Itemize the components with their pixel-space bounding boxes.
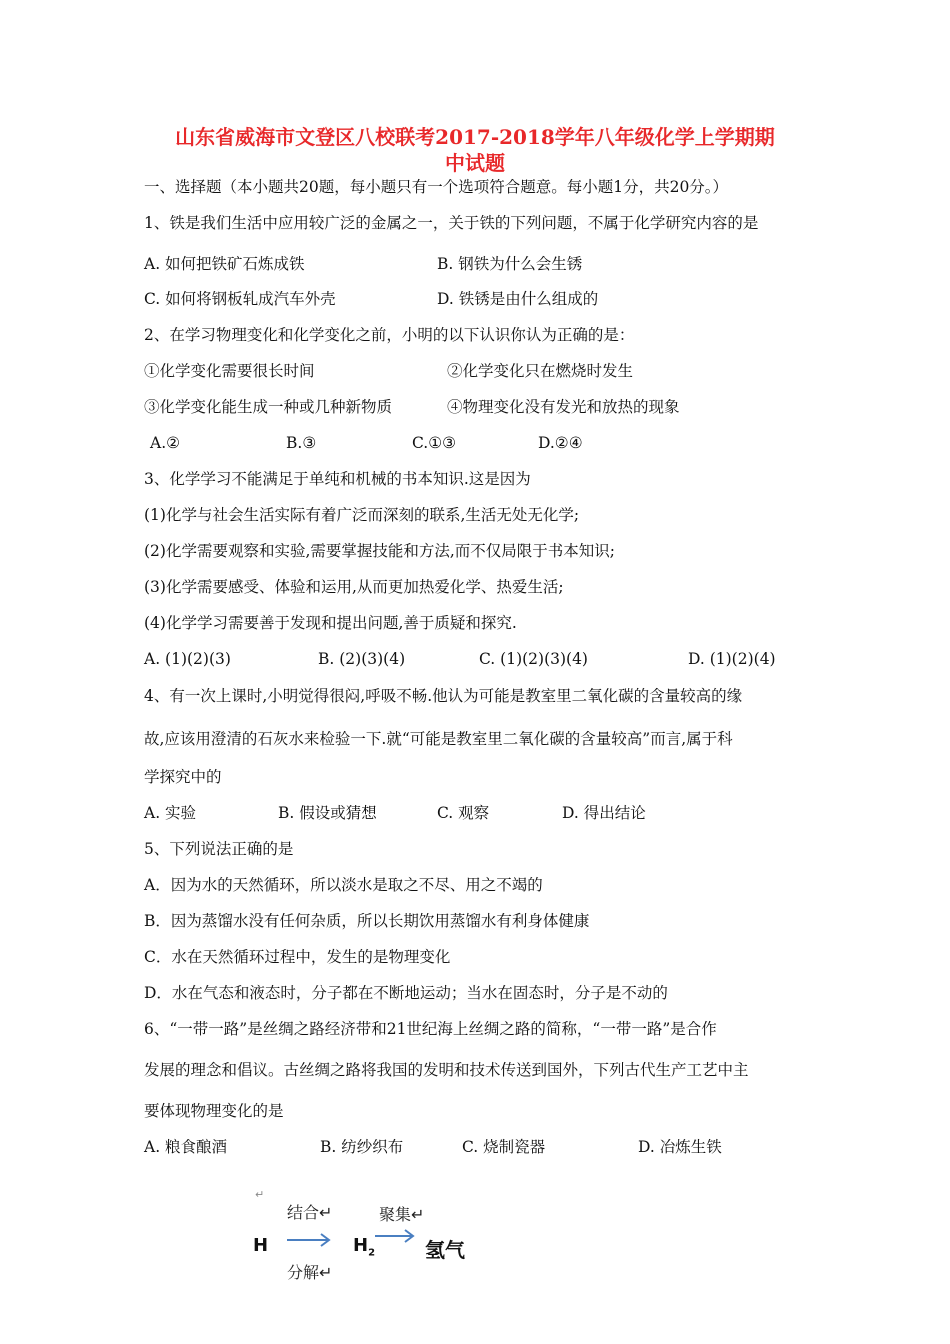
question-3-stem: 3、化学学习不能满足于单纯和机械的书本知识.这是因为 [144,470,531,488]
q5-option-d: D．水在气态和液态时，分子都在不断地运动；当水在固态时，分子是不动的 [144,984,668,1002]
q6-option-c: C. 烧制瓷器 [462,1138,546,1156]
q2-statement-4: ④物理变化没有发光和放热的现象 [447,398,680,416]
q6-option-b: B. 纺纱织布 [320,1138,404,1156]
q4-option-d: D. 得出结论 [562,804,646,822]
q5-option-c: C．水在天然循环过程中，发生的是物理变化 [144,948,451,966]
q2-option-b: B.③ [286,434,317,452]
gather-label: 聚集↵ [379,1205,425,1224]
q3-option-c: C. (1)(2)(3)(4) [479,650,588,668]
section-heading: 一、选择题（本小题共20题，每小题只有一个选项符合题意。每小题1分，共20分。） [144,178,729,196]
question-6-line-2: 发展的理念和倡议。古丝绸之路将我国的发明和技术传送到国外，下列古代生产工艺中主 [144,1061,749,1079]
question-4-line-2: 故,应该用澄清的石灰水来检验一下.就“可能是教室里二氧化碳的含量较高”而言,属于科 [144,730,733,748]
question-4-line-1: 4、有一次上课时,小明觉得很闷,呼吸不畅.他认为可能是教室里二氧化碳的含量较高的缘 [144,687,743,705]
q5-option-b: B．因为蒸馏水没有任何杂质，所以长期饮用蒸馏水有利身体健康 [144,912,590,930]
q4-option-a: A. 实验 [144,804,197,822]
q1-option-a: A. 如何把铁矿石炼成铁 [144,255,305,273]
question-6-line-3: 要体现物理变化的是 [144,1102,284,1120]
q3-statement-1: (1)化学与社会生活实际有着广泛而深刻的联系,生活无处无化学; [144,506,580,524]
q3-option-d: D. (1)(2)(4) [688,650,776,668]
q2-statement-2: ②化学变化只在燃烧时发生 [447,362,634,380]
combine-label: 结合↵ [287,1203,333,1222]
q2-option-d: D.②④ [538,434,583,452]
q1-option-d: D. 铁锈是由什么组成的 [437,290,599,308]
q3-statement-3: (3)化学需要感受、体验和运用,从而更加热爱化学、热爱生活; [144,578,564,596]
q4-option-c: C. 观察 [437,804,490,822]
q3-option-a: A. (1)(2)(3) [144,650,231,668]
q1-option-b: B. 钢铁为什么会生锈 [437,255,583,273]
gather-arrow [373,1228,417,1244]
q5-option-a: A．因为水的天然循环，所以淡水是取之不尽、用之不竭的 [144,876,543,894]
q2-option-c: C.①③ [412,434,457,452]
page-title-line2: 中试题 [445,151,505,175]
paragraph-mark: ↵ [255,1188,265,1201]
question-1-stem: 1、铁是我们生活中应用较广泛的金属之一，关于铁的下列问题，不属于化学研究内容的是 [144,214,759,232]
q3-statement-4: (4)化学学习需要善于发现和提出问题,善于质疑和探究. [144,614,517,632]
q6-option-d: D. 冶炼生铁 [638,1138,722,1156]
question-6-line-1: 6、“一带一路”是丝绸之路经济带和21世纪海上丝绸之路的简称，“一带一路”是合作 [144,1020,717,1038]
hydrogen-gas-label: 氢气 [425,1238,465,1262]
page-title-line1: 山东省威海市文登区八校联考2017-2018学年八年级化学上学期期 [175,125,775,149]
q4-option-b: B. 假设或猜想 [278,804,377,822]
q3-statement-2: (2)化学需要观察和实验,需要掌握技能和方法,而不仅局限于书本知识; [144,542,616,560]
hydrogen-atom-symbol: H [253,1235,269,1256]
q6-option-a: A. 粮食酿酒 [144,1138,228,1156]
q2-option-a: A.② [150,434,181,452]
hydrogen-diagram [245,1188,505,1288]
q1-option-c: C. 如何将钢板轧成汽车外壳 [144,290,336,308]
q3-option-b: B. (2)(3)(4) [318,650,406,668]
q2-statement-1: ①化学变化需要很长时间 [144,362,315,380]
question-2-stem: 2、在学习物理变化和化学变化之前，小明的以下认识你认为正确的是： [144,326,635,344]
hydrogen-molecule-symbol: $H_2$ [353,1235,376,1259]
question-5-stem: 5、下列说法正确的是 [144,840,294,858]
q2-statement-3: ③化学变化能生成一种或几种新物质 [144,398,393,416]
question-4-line-3: 学探究中的 [144,768,222,786]
combine-arrow [285,1232,333,1248]
decompose-label: 分解↵ [287,1263,333,1282]
